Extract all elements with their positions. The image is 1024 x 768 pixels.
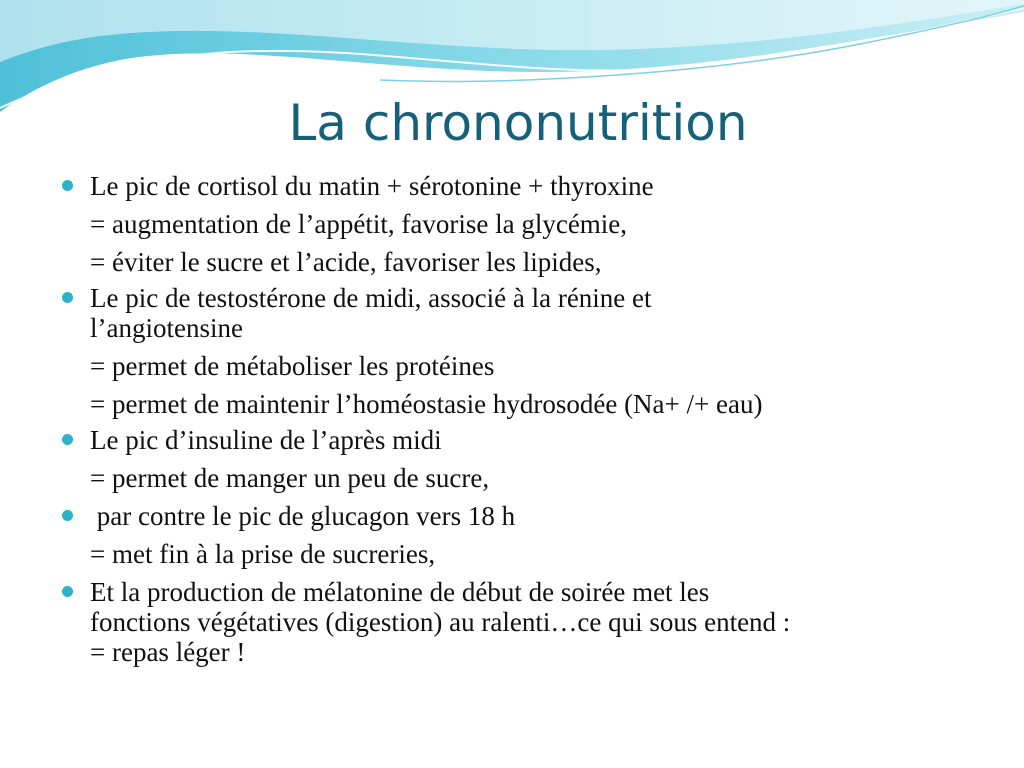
item-text-continuation: l’angiotensine bbox=[90, 313, 243, 343]
bullet-icon bbox=[62, 434, 73, 445]
item-text: = permet de métaboliser les protéines bbox=[90, 351, 495, 381]
item-text: Le pic d’insuline de l’après midi bbox=[90, 425, 442, 455]
item-text: = permet de manger un peu de sucre, bbox=[90, 463, 490, 493]
item-text: Le pic de cortisol du matin + sérotonine + thyroxine bbox=[90, 171, 654, 201]
bullet-icon bbox=[62, 292, 73, 303]
bullet-icon bbox=[62, 510, 73, 521]
bullet-icon bbox=[62, 180, 73, 191]
item-text: = éviter le sucre et l’acide, favoriser les lipides, bbox=[90, 247, 602, 277]
item-text-continuation: = repas léger ! bbox=[90, 637, 246, 667]
item-text: par contre le pic de glucagon vers 18 h bbox=[90, 501, 516, 531]
item-text-continuation: fonctions végétatives (digestion) au ralenti…ce qui sous entend : bbox=[90, 607, 791, 637]
slide-title: La chrononutrition bbox=[288, 94, 748, 152]
item-text: Et la production de mélatonine de début de soirée met les bbox=[90, 577, 710, 607]
bullet-icon bbox=[62, 586, 73, 597]
item-text: = permet de maintenir l’homéostasie hydrosodée (Na+ /+ eau) bbox=[90, 389, 763, 419]
item-text: Le pic de testostérone de midi, associé à la rénine et bbox=[90, 283, 652, 313]
item-text: = met fin à la prise de sucreries, bbox=[90, 539, 436, 569]
item-text: = augmentation de l’appétit, favorise la glycémie, bbox=[90, 209, 628, 239]
